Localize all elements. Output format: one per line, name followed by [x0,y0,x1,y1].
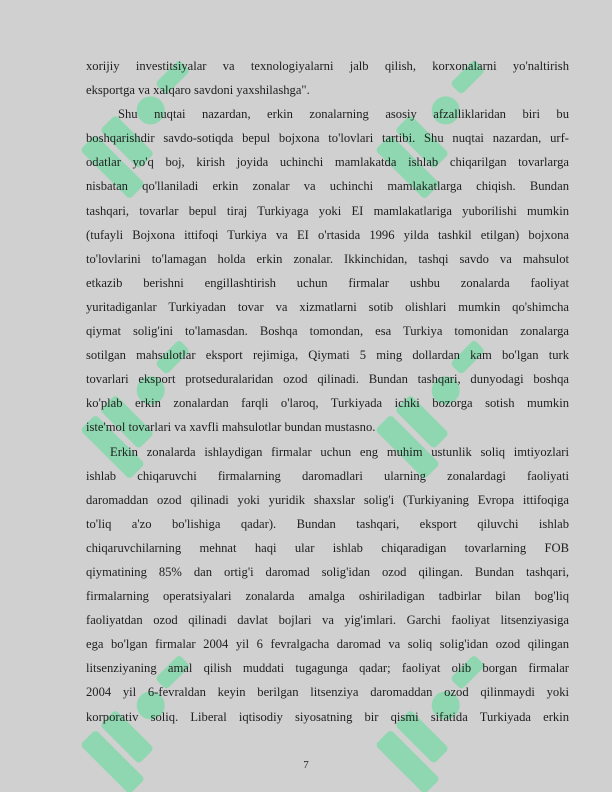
text-line: sotilgan mahsulotlar eksport rejimiga, Qiymati 5 ming dollardan kam bo'lgan turk [86,348,569,363]
text-line: yuritadiganlar Turkiyadan tovar va xizmatlarni sotib olishlari mumkin qo'shimcha [86,299,569,314]
text-line: chiqaruvchilarning mehnat haqi ular ishlab chiqaradigan tovarlarning FOB [86,540,569,555]
paragraph-first-line: Erkin zonalarda ishlaydigan firmalar uchun eng muhim ustunlik soliq imtiyozlari [110,444,569,459]
paragraph-first-line: Shu nuqtai nazardan, erkin zonalarning asosiy afzalliklaridan biri bu [118,107,569,122]
text-line: to'liq a'zo bo'lishiga qadar). Bundan tashqari, eksport qiluvchi ishlab [86,516,569,531]
text-line: etkazib berishni engillashtirish uchun firmalar ushbu zonalarda faoliyat [86,275,569,290]
page-number: 7 [303,759,309,771]
text-line: qiymatining 85% dan ortig'i daromad solig'idan ozod qilingan. Bundan tashqari, [86,564,569,579]
text-line: ko'plab erkin zonalardan farqli o'laroq, Turkiyada ichki bozorga sotish mumkin [86,396,569,411]
text-line: firmalarning operatsiyalari zonalarda amalga oshiriladigan tadbirlar bilan bog'liq [86,589,569,604]
text-line: to'lovlarini to'lamagan holda erkin zonalar. Ikkinchidan, tashqi savdo va mahsulot [86,251,569,266]
text-line: (tufayli Bojxona ittifoqi Turkiya va EI o'rtasida 1996 yilda tashkil etilgan) bojxona [86,227,569,242]
text-line: iste'mol tovarlari va xavfli mahsulotlar bundan mustasno. [86,420,376,435]
text-line: tashqari, tovarlar bepul tiraj Turkiyaga yoki EI mamlakatlariga yuborilishi mumkin [86,203,569,218]
text-line: nisbatan qo'llaniladi erkin zonalar va uchinchi mamlakatlarga chiqish. Bundan [86,179,569,194]
text-line: daromaddan ozod qilinadi yoki yuridik shaxslar solig'i (Turkiyaning Evropa ittifoqiga [86,492,569,507]
text-line: faoliyatdan ozod qilinadi davlat bojlari va yig'imlari. Garchi faoliyat litsenziyasiga [86,613,569,628]
text-line: tovarlari eksport protseduralaridan ozod qilinadi. Bundan tashqari, dunyodagi boshqa [86,372,569,387]
body-text [86,54,569,729]
text-line: ishlab chiqaruvchi firmalarning daromadlari ularning zonalardagi faoliyati [86,468,569,483]
text-line: 2004 yil 6-fevraldan keyin berilgan litsenziya daromaddan ozod qilinmaydi yoki [86,685,569,700]
text-line: xorijiy investitsiyalar va texnologiyalarni jalb qilish, korxonalarni yo'naltirish [86,59,569,73]
text-line: litsenziyaning amal qilish muddati tugagunga qadar; faoliyat olib borgan firmalar [86,661,569,676]
text-line: boshqarishdir savdo-sotiqda bepul bojxona to'lovlari tartibi. Shu nuqtai nazardan, urf- [86,131,569,146]
text-line: eksportga va xalqaro savdoni yaxshilashga". [86,83,310,98]
text-line: qiymat solig'ini to'lamasdan. Boshqa tomondan, esa Turkiya tomonidan zonalarga [86,324,569,339]
text-line: ega bo'lgan firmalar 2004 yil 6 fevralgacha daromad va soliq solig'idan ozod qilingan [86,637,569,652]
text-line: odatlar yo'q boj, kirish joyida uchinchi mamlakatda ishlab chiqarilgan tovarlarga [86,155,569,170]
text-line: korporativ soliq. Liberal iqtisodiy siyosatning bir qismi sifatida Turkiyada erkin [86,709,569,724]
